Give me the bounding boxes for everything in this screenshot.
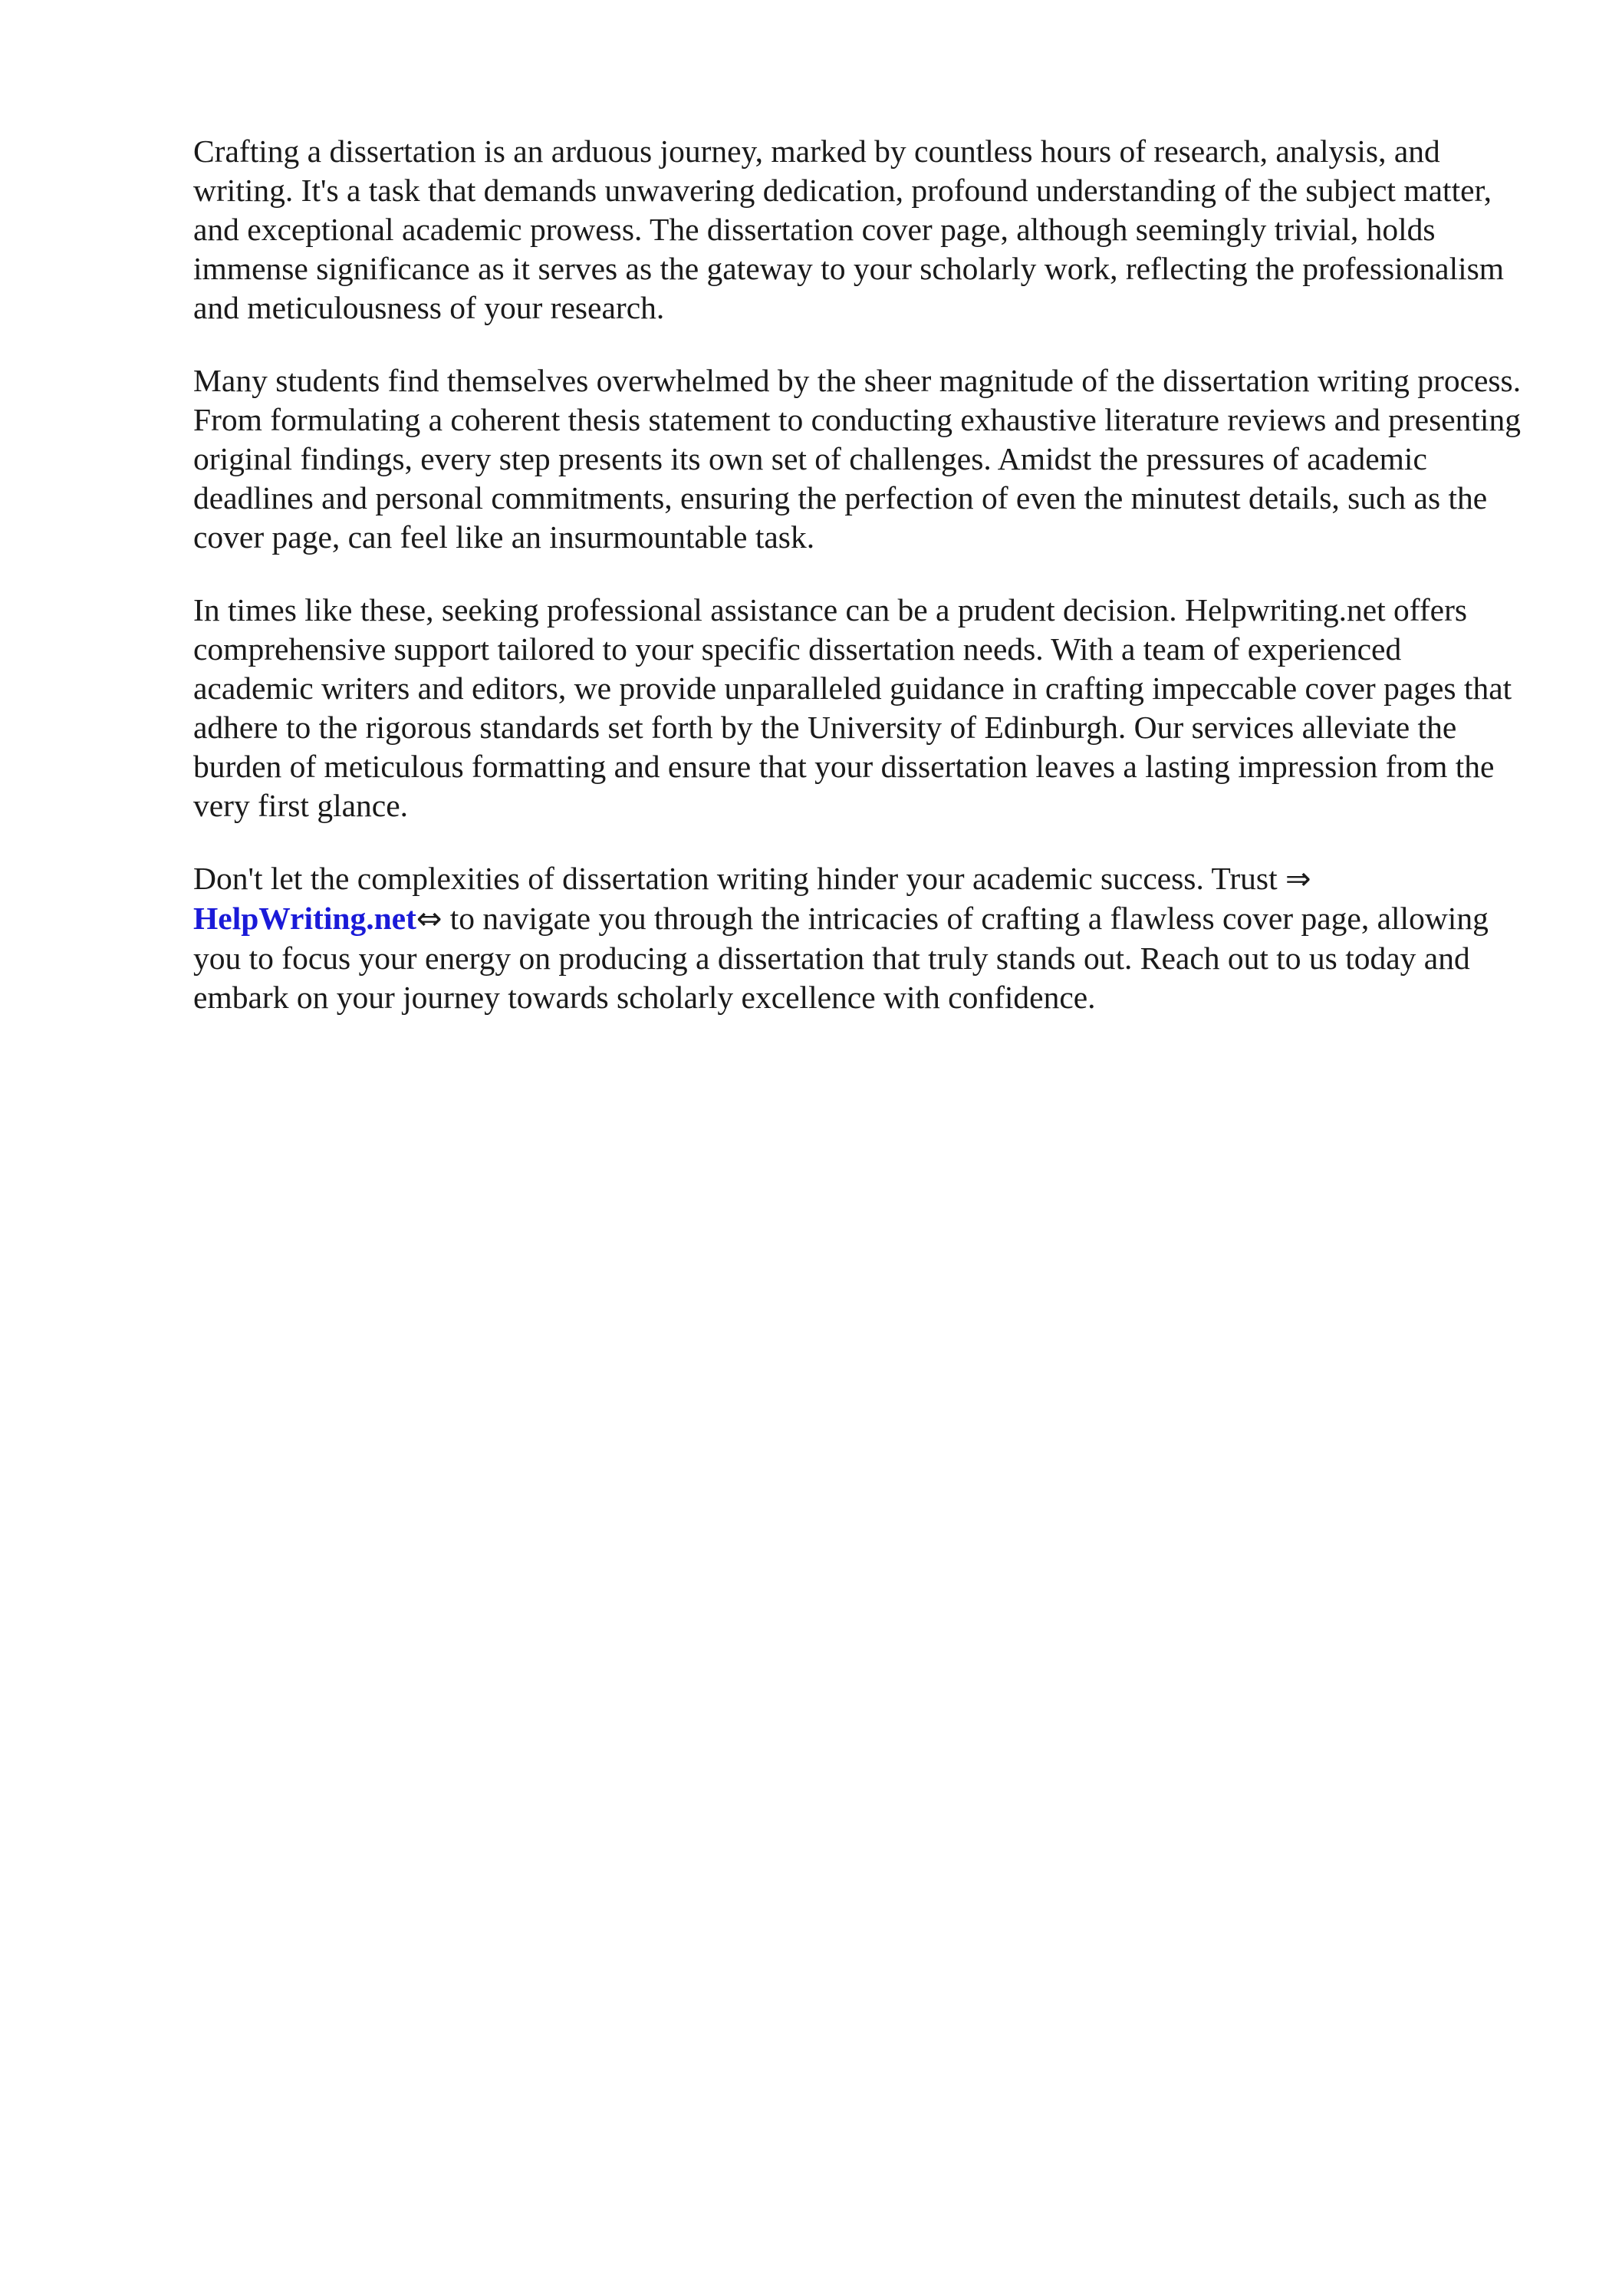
paragraph-4-rest: to navigate you through the intricacies of crafting a flawless cover page, allowing you to focus your energy on producing a dissertation that truly stands out. Reach out to us today and embark on your journey towards scholarly excellence with confidence. [193,901,1489,1015]
helpwriting-link[interactable]: HelpWriting.net [193,901,416,936]
paragraph-4-intro: Don't let the complexities of dissertation writing hinder your academic success. Trust [193,861,1285,896]
paragraph-2: Many students find themselves overwhelmed by the sheer magnitude of the dissertation writing process. From formulating a coherent thesis statement to conducting exhaustive literature reviews and presenting original findings, every step presents its own set of challenges. Amidst the pressures of academic deadlines and personal commitments, ensuring the perfection of even the minutest details, such as the cover page, can feel like an insurmountable task. [193,363,1522,555]
double-arrow-icon: ⇔ [416,901,443,937]
right-arrow-icon: ⇒ [1285,861,1311,897]
document-body [193,132,1528,1051]
paragraph-1: Crafting a dissertation is an arduous journey, marked by countless hours of research, analysis, and writing. It's a task that demands unwavering dedication, profound understanding of the subject matter, and exceptional academic prowess. The dissertation cover page, although seemingly trivial, holds immense significance as it serves as the gateway to your scholarly work, reflecting the professionalism and meticulousness of your research. [193,133,1505,325]
paragraph-3: In times like these, seeking professional assistance can be a prudent decision. Helpwriting.net offers comprehensive support tailored to your specific dissertation needs. With a team of experienced academic writers and editors, we provide unparalleled guidance in crafting impeccable cover pages that adhere to the rigorous standards set forth by the University of Edinburgh. Our services alleviate the burden of meticulous formatting and ensure that your dissertation leaves a lasting impression from the very first glance. [193,592,1512,823]
paragraph-4 [193,859,1528,1017]
